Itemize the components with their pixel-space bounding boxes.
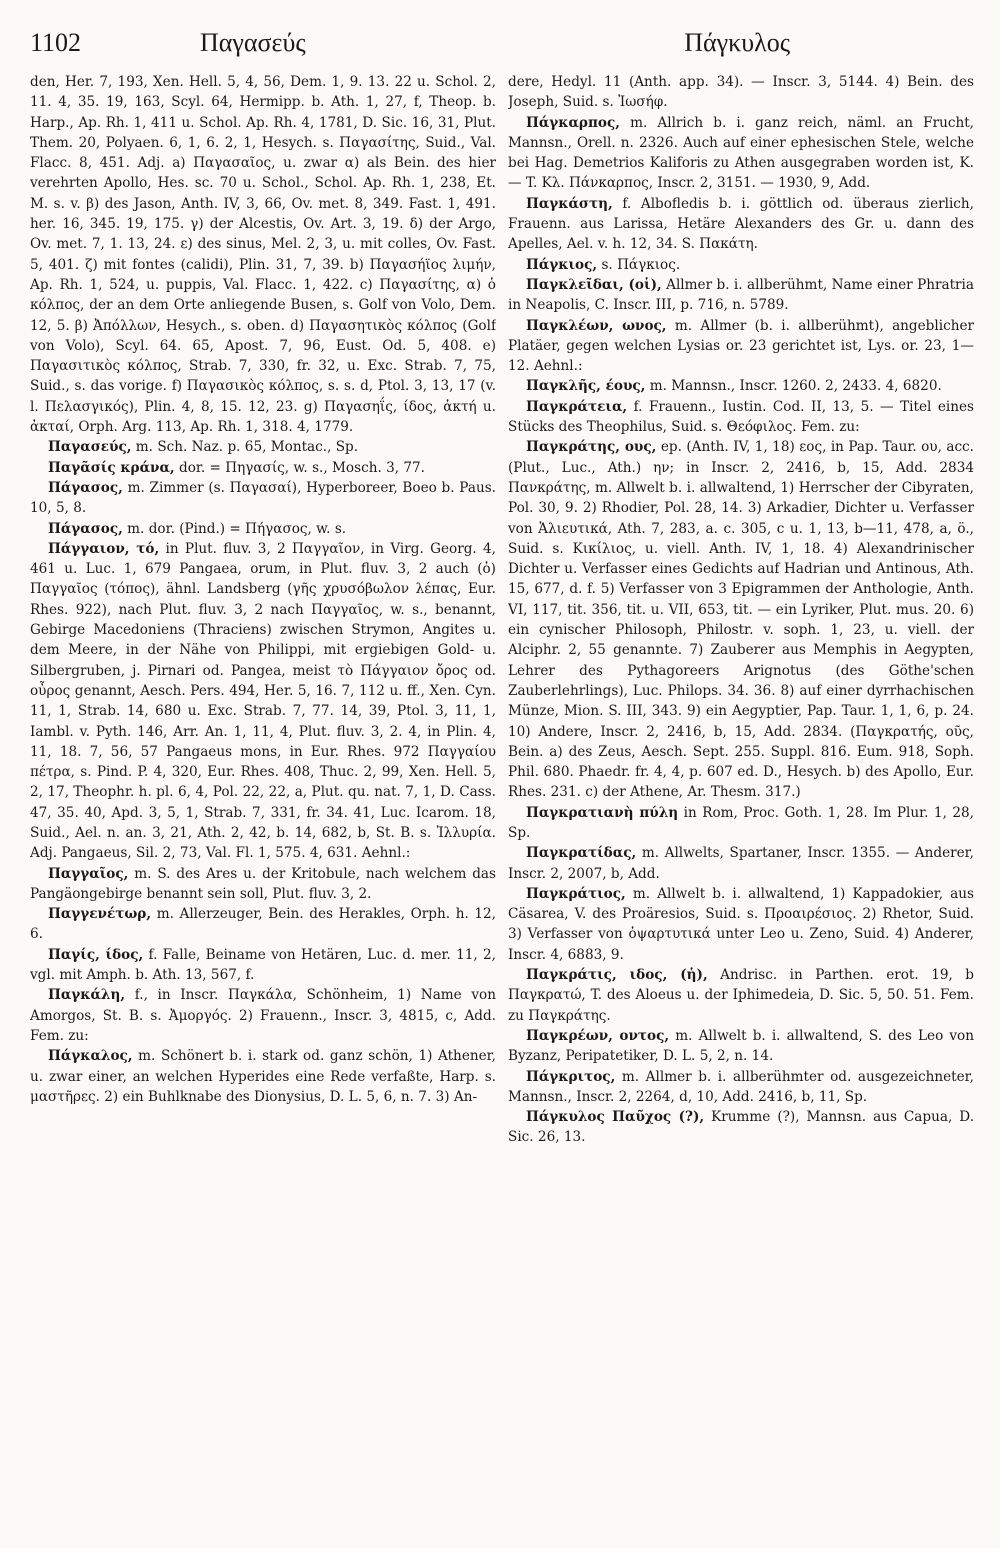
right-guide-word: Πάγκυλος <box>684 28 790 57</box>
dictionary-entry <box>508 803 974 844</box>
entry-text: in Rom, Proc. Goth. 1, 28. Im Plur. 1, 28, Sp. <box>508 804 974 841</box>
dictionary-entry <box>30 478 496 519</box>
dictionary-entry <box>508 965 974 1026</box>
entry-text: m. Allrich b. i. ganz reich, näml. an Frucht, Mannsn., Orell. n. 2326. Auch auf einer ephesischen Stele, welche bei Hag. Demetrios Kaliforis zu Athen ausgegraben worden ist, K. — T. Κλ. Πάνκαρπος, Inscr. 2, 3151. — 1930, 9, Add. <box>508 114 974 192</box>
entry-text: f., in Inscr. Παγκάλα, Schönheim, 1) Name von Amorgos, St. B. s. Ἀμοργός. 2) Frauenn., Inscr. 3, 4815, c, Add. Fem. zu: <box>30 987 496 1044</box>
entry-text: f. Frauenn., Iustin. Cod. II, 13, 5. — Titel eines Stücks des Theophilus, Suid. s. Θεόφιλος. Fem. zu: <box>508 398 974 436</box>
entry-text: f. Albofledis b. i. göttlich od. überaus zierlich, Frauenn. aus Larissa, Hetäre Alexanders des Gr. u. dann des Apelles, Ael. v. h. 12, 34. S. Πακάτη. <box>508 195 974 253</box>
dictionary-entry <box>30 519 496 539</box>
dictionary-entry <box>30 864 496 905</box>
entry-text: in Plut. fluv. 3, 2 Παγγαῖον, in Virg. Georg. 4, 461 u. Luc. 1, 679 Pangaea, orum, in Plut. fluv. 3, 2 auch (ὁ) Παγγαῖος (τόπος), ähnl. Landsberg (γῆς χρυσόβωλον λέπας, Eur. Rhes. 922), nach Plut. fluv. 3, 2 nach Παγγαῖος, w. s., benannt, Gebirge Macedoniens (Thraciens) zwischen Strymon, Angites u. dem Meere, in der Nähe von Philippi, mit ergiebigen Gold- u. Silbergruben, j. Pirnari od. Pangea, meist τὸ Πάγγαιον ὄρος od. οὖρος genannt, Aesch. Pers. 494, Her. 5, 16. 7, 112 u. ff., Xen. Cyn. 11, 1, Strab. 14, 680 u. Exc. Strab. 7, 77. 14, 39, Ptol. 3, 11, 1, Iambl. v. Pyth. 146, Arr. An. 1, 11, 4, Plut. fluv. 3, 2. 4, in Plin. 4, 11, 18. 7, 56, 57 Pangaeus mons, in Eur. Rhes. 972 Παγγαίου πέτρα, s. Pind. P. 4, 320, Eur. Rhes. 408, Thuc. 2, 99, Xen. Hell. 5, 2, 17, Theophr. h. pl. 6, 4, Pol. 22, 22, a, Plut. qu. nat. 7, 1, D. Cass. 47, 35. 40, Apd. 3, 5, 1, Strab. 7, 331, fr. 34. 41, Luc. Icarom. 18, Suid., Ael. n. an. 3, 21, Ath. 2, 42, b. 14, 682, b, St. B. s. Ἰλλυρία. Adj. Pangaeus, Sil. 2, 73, Val. Fl. 1, 575. 4, 631. Aehnl.: <box>30 540 496 862</box>
entry-headword: Παγγενέτωρ, <box>48 906 152 923</box>
entry-text: den, Her. 7, 193, Xen. Hell. 5, 4, 56, Dem. 1, 9. 13. 22 u. Schol. 2, 11. 4, 35. 19, 163, Scyl. 64, Hermipp. b. Ath. 1, 27, f, Theop. b. Harp., Ap. Rh. 1, 411 u. Schol. Ap. Rh. 4, 1781, D. Sic. 16, 31, Plut. Them. 20, Polyaen. 6, 1, 6. 2, 1, Hesych. s. Παγασίτης, Suid., Val. Flacc. 8, 451. Adj. a) Παγασαῖος, u. zwar α) als Bein. des hier verehrten Apollo, Hes. sc. 70 u. Schol., Schol. Ap. Rh. 1, 238, Et. M. s. v. β) des Jason, Anth. IV, 3, 66, Ov. met. 8, 349. Fast. 1, 491. her. 16, 345. 19, 175. γ) der Alcestis, Ov. Art. 3, 19. δ) der Argo, Ov. met. 7, 1. 13, 24. ε) des sinus, Mel. 2, 3, u. mit colles, Ov. Fast. 5, 401. ζ) mit fontes (calidi), Plin. 31, 7, 39. b) Παγασήϊος λιμήν, Ap. Rh. 1, 524, u. puppis, Val. Flacc. 1, 422. c) Παγασίτης, α) ὁ κόλπος, der an dem Orte anliegende Busen, s. Golf von Volo, Dem. 12, 5. β) Ἀπόλλων, Hesych., s. oben. d) Παγασητικὸς κόλπος (Golf von Volo), Scyl. 64. 65, Apost. 7, 96, Eust. Od. 5, 408. e) Παγασιτικὸς κόλπος, Strab. 7, 330, fr. 32, u. Exc. Strab. 7, 75, Suid., s. das vorige. f) Παγασικὸς κόλπος, s. s. d, Ptol. 3, 13, 17 (v. l. Πελασγικός), Plin. 4, 8, 15. 12, 23. g) Παγασηΐς, ίδος, ἀκτή u. ἀκταί, Orph. Arg. 113, Ap. Rh. 1, 318. 4, 1779. <box>30 74 496 436</box>
entry-text: m. Sch. Naz. p. 65, Montac., Sp. <box>131 439 359 456</box>
dictionary-entry <box>30 458 496 478</box>
entry-headword: Παγκράτης, ους, <box>526 439 657 456</box>
entry-headword: Παγκλέων, ωνος, <box>526 317 667 334</box>
entry-text: ep. (Anth. IV, 1, 18) εος, in Pap. Taur. ου, acc. (Plut., Luc., Ath.) ην; in Inscr. 2, 2416, b, 15, Add. 2834 Πανκράτης, m. Allwelt b. i. allwaltend, 1) Herrscher der Cibyraten, Pol. 30, 9. 2) Rhodier, Pol. 28, 14. 3) Arkadier, Dichter u. Verfasser von Ἁλιευτικά, Ath. 7, 283, a. c. 305, c u. 1, 13, b—11, 478, a, ö., Suid. s. Κικίλιος, u. viell. Anth. IV, 1, 18. 4) Alexandrinischer Dichter u. Verfasser eines Gedichts auf Hadrian und Antinous, Ath. 15, 677, d. f. 5) Verfasser von 3 Epigrammen der Anthologie, Anth. VI, 117, tit. 356, tit. u. VII, 653, tit. — ein Lyriker, Plut. mus. 20. 6) ein cynischer Philosoph, Philostr. v. soph. 1, 23, u. viell. der Alciphr. 2, 55 genannte. 7) Zauberer aus Memphis in Aegypten, Lehrer des Pythagoreers Arignotus (des Göthe'schen Zauberlehrlings), Luc. Philops. 34. 36. 8) auf einer dyrrhachischen Münze, Mion. S. III, 343. 9) ein Aegyptier, Pap. Taur. 1, 1, 6, p. 24. 10) Andere, Inscr. 2, 2416, b, 15, Add. 2834. (Παγκρατής, οῦς, Bein. a) des Zeus, Aesch. Sept. 255. Suppl. 816. Eum. 918, Soph. Phil. 680. Phaedr. fr. 4, 4, p. 607 ed. D., Hesych. b) des Apollo, Eur. Rhes. 231. c) der Athene, Ar. Thesm. 317.) <box>508 439 974 801</box>
dictionary-entry <box>508 437 974 802</box>
dictionary-entry <box>508 843 974 884</box>
dictionary-entry <box>30 437 496 457</box>
dictionary-entry <box>508 275 974 316</box>
entry-text: m. Allwelt b. i. allwaltend, 1) Kappadokier, aus Cäsarea, V. des Proäresios, Suid. s. Προαιρέσιος. 2) Rhetor, Suid. 3) Verfasser von ὀψαρτυτικά unter Leo u. Zeno, Suid. 4) Anderer, Inscr. 4, 6883, 9. <box>508 885 974 963</box>
entry-headword: Παγᾶσίς κράνα, <box>48 459 175 476</box>
entry-headword: Πάγκυλος Παῦχος (?), <box>526 1109 705 1126</box>
dictionary-entry <box>30 904 496 945</box>
entry-text: m. Allwelt b. i. allwaltend, S. des Leo von Byzanz, Peripatetiker, D. L. 5, 2, n. 14. <box>508 1027 974 1065</box>
entry-text: f. Falle, Beiname von Hetären, Luc. d. mer. 11, 2, vgl. mit Amph. b. Ath. 13, 567, f. <box>30 946 496 984</box>
dictionary-entry <box>508 1026 974 1067</box>
dictionary-entry <box>508 1107 974 1148</box>
entry-headword: Παγκάλη, <box>48 987 126 1004</box>
dictionary-entry <box>508 376 974 396</box>
entry-text: m. Allerzeuger, Bein. des Herakles, Orph. h. 12, 6. <box>30 906 496 943</box>
dictionary-entry <box>508 316 974 377</box>
dictionary-entry <box>30 539 496 864</box>
right-column <box>508 72 974 1522</box>
entry-headword: Παγκάστη, <box>526 195 613 212</box>
entry-text: dere, Hedyl. 11 (Anth. app. 34). — Inscr. 3, 5144. 4) Bein. des Joseph, Suid. s. Ἰωσήφ. <box>508 74 974 111</box>
entry-text: m. Allmer (b. i. allberühmt), angeblicher Platäer, gegen welchen Lysias or. 23 gerichtet ist, Lys. or. 23, 1—12. Aehnl.: <box>508 317 974 375</box>
entry-text: dor. = Πηγασίς, w. s., Mosch. 3, 77. <box>174 459 426 476</box>
dictionary-entry <box>30 72 496 437</box>
entry-headword: Πάγκαλος, <box>48 1048 133 1065</box>
entry-text: s. Πάγκιος. <box>597 256 681 273</box>
entry-text: m. S. des Ares u. der Kritobule, nach welchem das Pangäongebirge benannt sein soll, Plut. fluv. 3, 2. <box>30 865 496 902</box>
entry-headword: Πάγκαρπος, <box>526 114 620 131</box>
entry-text: m. dor. (Pind.) = Πήγασος, w. s. <box>122 520 347 537</box>
entry-headword: Παγκλεῖδαι, (οἱ), <box>526 276 662 293</box>
entry-headword: Πάγασος, <box>48 520 123 537</box>
dictionary-entry <box>30 1046 496 1107</box>
entry-headword: Παγκρατιανὴ πύλη <box>526 804 679 821</box>
entry-headword: Παγκρατίδας, <box>526 845 637 862</box>
entry-headword: Πάγκιος, <box>526 256 598 273</box>
dictionary-entry <box>508 1067 974 1108</box>
entry-headword: Παγίς, ίδος, <box>48 946 144 963</box>
entry-headword: Παγγαῖος, <box>48 865 129 882</box>
entry-text: m. Mannsn., Inscr. 1260. 2, 2433. 4, 6820. <box>645 378 942 395</box>
entry-headword: Παγκράτιος, <box>526 885 626 902</box>
entry-headword: Πάγκριτος, <box>526 1068 616 1085</box>
dictionary-entry <box>30 945 496 986</box>
entry-headword: Πάγγαιον, τό, <box>48 540 160 557</box>
entry-text: m. Allmer b. i. allberühmter od. ausgezeichneter, Mannsn., Inscr. 2, 2264, d, 10, Add. 2416, b, 11, Sp. <box>508 1068 974 1105</box>
page-header <box>30 28 970 68</box>
entry-headword: Παγκρέων, οντος, <box>526 1027 670 1044</box>
left-column <box>30 72 496 1522</box>
entry-headword: Παγασεύς, <box>48 439 132 456</box>
dictionary-entry <box>508 884 974 965</box>
entry-text: Krumme (?), Mannsn. aus Capua, D. Sic. 26, 13. <box>508 1109 974 1146</box>
dictionary-entry <box>508 397 974 438</box>
dictionary-entry <box>508 72 974 113</box>
entry-headword: Πάγασος, <box>48 479 123 496</box>
dictionary-entry <box>508 255 974 275</box>
entry-text: m. Allwelts, Spartaner, Inscr. 1355. — Anderer, Inscr. 2, 2007, b, Add. <box>508 845 974 882</box>
entry-headword: Παγκλῆς, έους, <box>526 378 646 395</box>
dictionary-entry <box>30 985 496 1046</box>
entry-headword: Παγκράτις, ιδος, (ἡ), <box>526 967 708 984</box>
dictionary-entry <box>508 113 974 194</box>
entry-headword: Παγκράτεια, <box>526 398 628 415</box>
entry-text: m. Zimmer (s. Παγασαί), Hyperboreer, Boeo b. Paus. 10, 5, 8. <box>30 479 496 517</box>
entry-text: m. Schönert b. i. stark od. ganz schön, 1) Athener, u. zwar einer, an welchen Hyperides eine Rede verfaßte, Harp. s. μαστῆρες. 2) ein Buhlknabe des Dionysius, D. L. 5, 6, n. 7. 3) An- <box>30 1048 496 1105</box>
entry-text: Allmer b. i. allberühmt, Name einer Phratria in Neapolis, C. Inscr. III, p. 716, n. 5789. <box>508 276 974 314</box>
page-number: 1102 <box>30 28 82 57</box>
entry-text: Andrisc. in Parthen. erot. 19, b Παγκρατώ, T. des Aloeus u. der Iphimedeia, D. Sic. 5, 50. 51. Fem. zu Παγκράτης. <box>508 967 974 1024</box>
dictionary-entry <box>508 194 974 255</box>
left-guide-word: Παγασεύς <box>200 28 306 57</box>
